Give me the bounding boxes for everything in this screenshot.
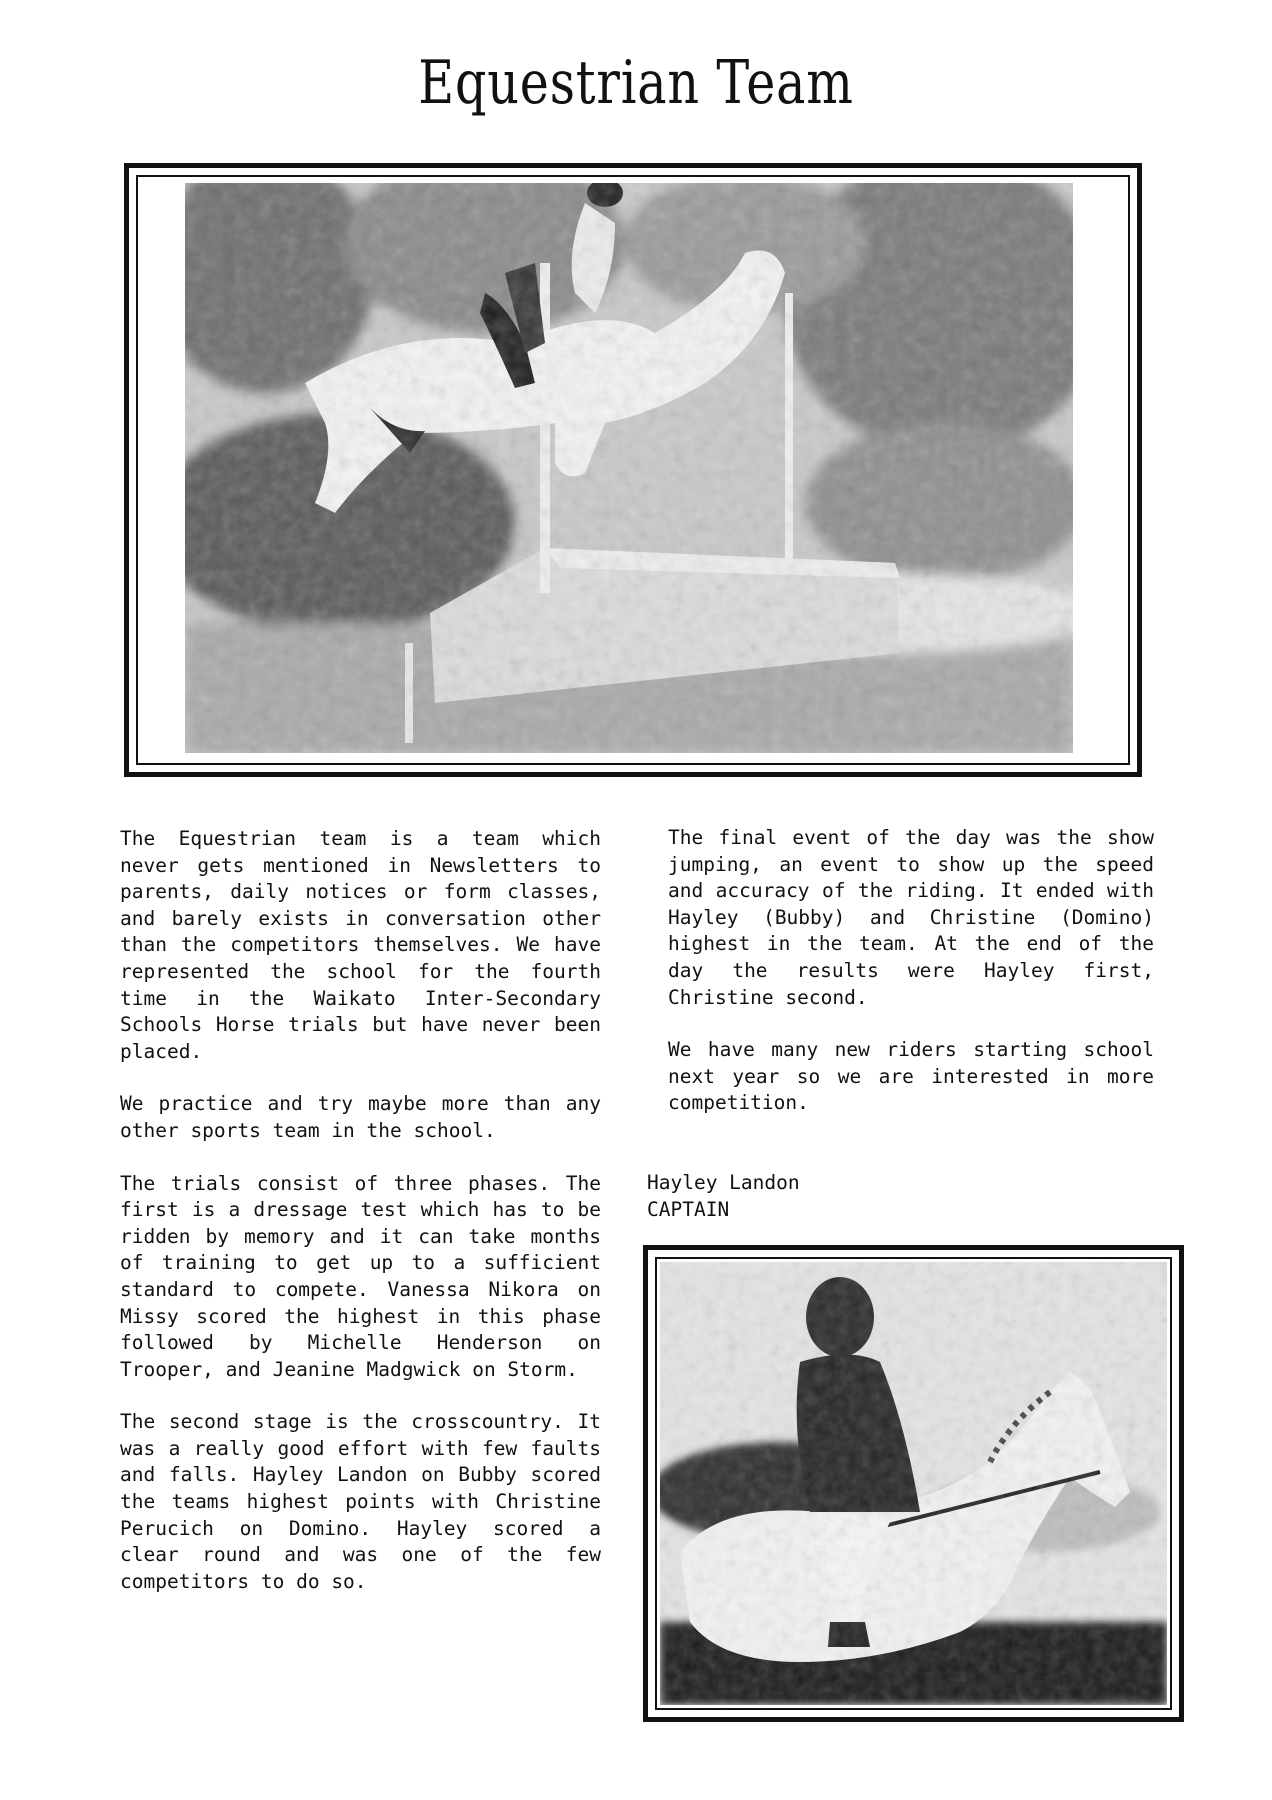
crosscountry-paragraph: The second stage is the crosscountry. It was a really good effort with few faults and falls. Hayley Landon on Bubby scored the teams highest points with Christine Perucich on Domino. Hayley scored a clear round and was one of the few competitors to do so. [120,1410,601,1593]
practice-paragraph: We practice and try maybe more than any other sports team in the school. [120,1092,601,1142]
dressage-paragraph: The trials consist of three phases. The first is a dressage test which has to be ridden by memory and it can take months of training to get up to a sufficient standard to compete. Vanessa Nikora on Missy scored the highest in this phase followed by Michelle Henderson on Trooper, and Jeanine Madgwick on Storm. [120,1171,601,1381]
horse-rider-photo-icon [660,1262,1167,1705]
dressage-rider-photo [660,1262,1167,1705]
intro-paragraph: The Equestrian team is a team which never gets mentioned in Newsletters to parents, daily notices or form classes, and barely exists in conversation other than the competitors themselves. We have represented the school for the fourth time in the Waikato Inter-Secondary Schools Horse trials but have never been placed. [120,827,601,1063]
cross-country-jump-photo [185,183,1073,753]
page-title: Equestrian Team [418,48,854,118]
left-column [120,826,601,1595]
new-riders-paragraph: We have many new riders starting school next year so we are interested in more competition. [668,1038,1154,1115]
signature-role: CAPTAIN [647,1198,730,1221]
signature-name: Hayley Landon [647,1171,800,1194]
showjumping-paragraph: The final event of the day was the show jumping, an event to show up the speed and accuracy of the riding. It ended with Hayley (Bubby) and Christine (Domino) highest in the team. At the end of the day the results were Hayley first, Christine second. [668,826,1154,1009]
right-column [668,825,1154,1117]
horse-jumping-photo-icon [185,183,1073,753]
